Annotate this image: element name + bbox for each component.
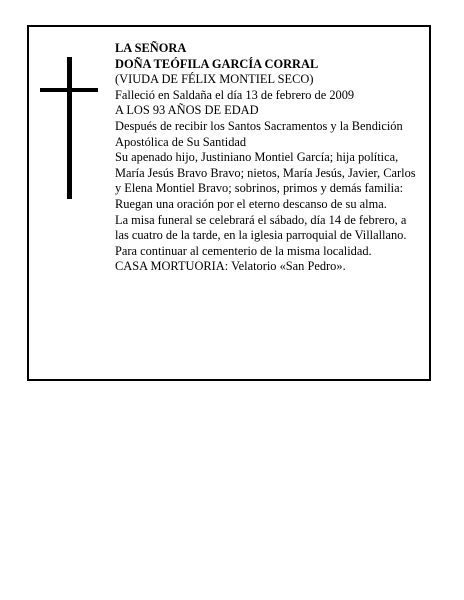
- obituary-text: [115, 41, 420, 275]
- obituary-frame: [27, 25, 431, 381]
- family-list: Su apenado hijo, Justiniano Montiel García; hija política, María Jesús Bravo Bravo; nietos, María Jesús, Javier, Carlos y Elena Montiel Bravo; sobrinos, primos y demás familia:: [115, 150, 416, 196]
- deceased-name: DOÑA TEÓFILA GARCÍA CORRAL: [115, 56, 319, 71]
- age-info: A LOS 93 AÑOS DE EDAD: [115, 103, 259, 118]
- funeral-info: La misa funeral se celebrará el sábado, día 14 de febrero, a las cuatro de la tarde, en la iglesia parroquial de Villallano. Para continuar al cementerio de la misma localidad.: [115, 212, 407, 258]
- sacraments-info: Después de recibir los Santos Sacramentos y la Bendición Apostólica de Su Santidad: [115, 118, 403, 149]
- funeral-home: CASA MORTUORIA: Velatorio «San Pedro».: [115, 259, 346, 274]
- widow-of: (VIUDA DE FÉLIX MONTIEL SECO): [115, 72, 314, 87]
- obituary-title: LA SEÑORA: [115, 41, 187, 55]
- cross-icon: [40, 57, 98, 199]
- death-info: Falleció en Saldaña el día 13 de febrero de 2009: [115, 87, 355, 102]
- prayer-request: Ruegan una oración por el eterno descanso de su alma.: [115, 196, 387, 211]
